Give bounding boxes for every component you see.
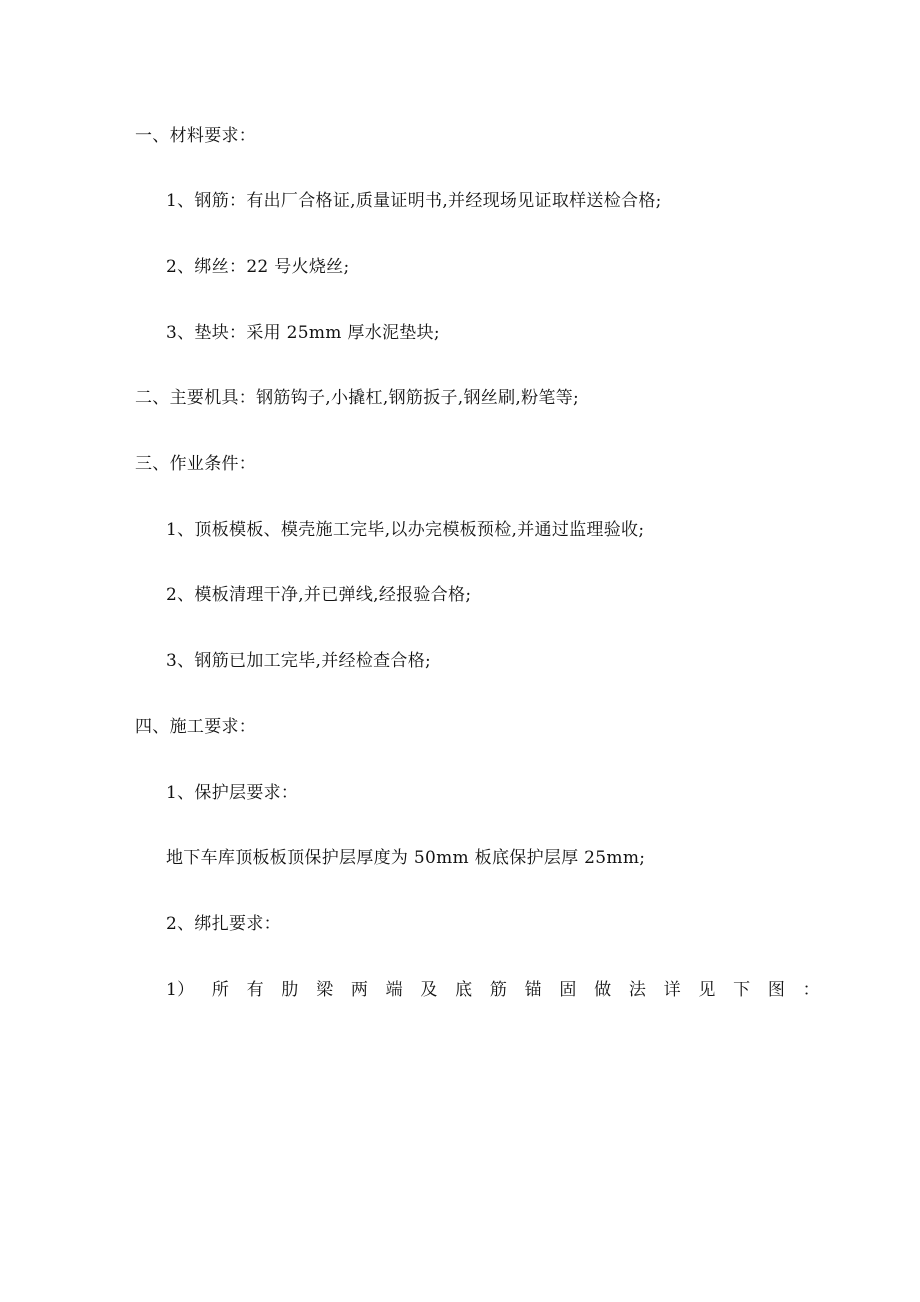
item-formwork-complete: 1、顶板模板、模壳施工完毕,以办完模板预检,并通过监理验收; — [166, 520, 645, 540]
anchorage-note-char: 有 — [246, 980, 264, 1000]
item-rebar-processed: 3、钢筋已加工完毕,并经检查合格; — [166, 651, 432, 671]
section-heading-conditions: 三、作业条件： — [135, 454, 257, 474]
anchorage-note-char: 梁 — [316, 980, 334, 1000]
section-heading-materials: 一、材料要求： — [135, 126, 257, 146]
anchorage-note-char: 锚 — [524, 980, 542, 1000]
anchorage-note-char: 端 — [385, 980, 403, 1000]
anchorage-note-char: 见 — [698, 980, 716, 1000]
subheading-binding: 2、绑扎要求： — [166, 914, 281, 934]
item-formwork-cleaned: 2、模板清理干净,并已弹线,经报验合格; — [166, 585, 472, 605]
item-spacer-block: 3、垫块：采用 25mm 厚水泥垫块; — [166, 323, 440, 343]
anchorage-note-char: 图 — [767, 980, 786, 1000]
paragraph-anchorage-note — [166, 979, 820, 1001]
anchorage-note-char: 及 — [420, 980, 438, 1000]
paragraph-cover-thickness: 地下车库顶板板顶保护层厚度为 50mm 板底保护层厚 25mm; — [166, 848, 646, 868]
anchorage-note-char: 详 — [663, 980, 681, 1000]
anchorage-note-char: 做 — [594, 980, 612, 1000]
anchorage-note-char: 法 — [628, 980, 647, 1000]
anchorage-note-char: ： — [802, 980, 820, 1000]
anchorage-note-char: 肋 — [281, 980, 299, 1000]
anchorage-note-char: 下 — [733, 980, 751, 1000]
anchorage-note-char: 两 — [350, 980, 369, 1000]
anchorage-note-prefix: 1） — [166, 980, 195, 1000]
section-heading-requirements: 四、施工要求： — [135, 717, 257, 737]
section-heading-tools: 二、主要机具：钢筋钩子,小撬杠,钢筋扳子,钢丝刷,粉笔等; — [135, 388, 580, 408]
anchorage-note-char: 筋 — [489, 980, 508, 1000]
anchorage-note-char: 所 — [211, 980, 230, 1000]
item-binding-wire: 2、绑丝：22 号火烧丝; — [166, 257, 350, 277]
subheading-cover: 1、保护层要求： — [166, 783, 299, 803]
anchorage-note-char: 固 — [559, 980, 577, 1000]
anchorage-note-char: 底 — [455, 980, 473, 1000]
item-rebar: 1、钢筋：有出厂合格证,质量证明书,并经现场见证取样送检合格; — [166, 191, 662, 211]
